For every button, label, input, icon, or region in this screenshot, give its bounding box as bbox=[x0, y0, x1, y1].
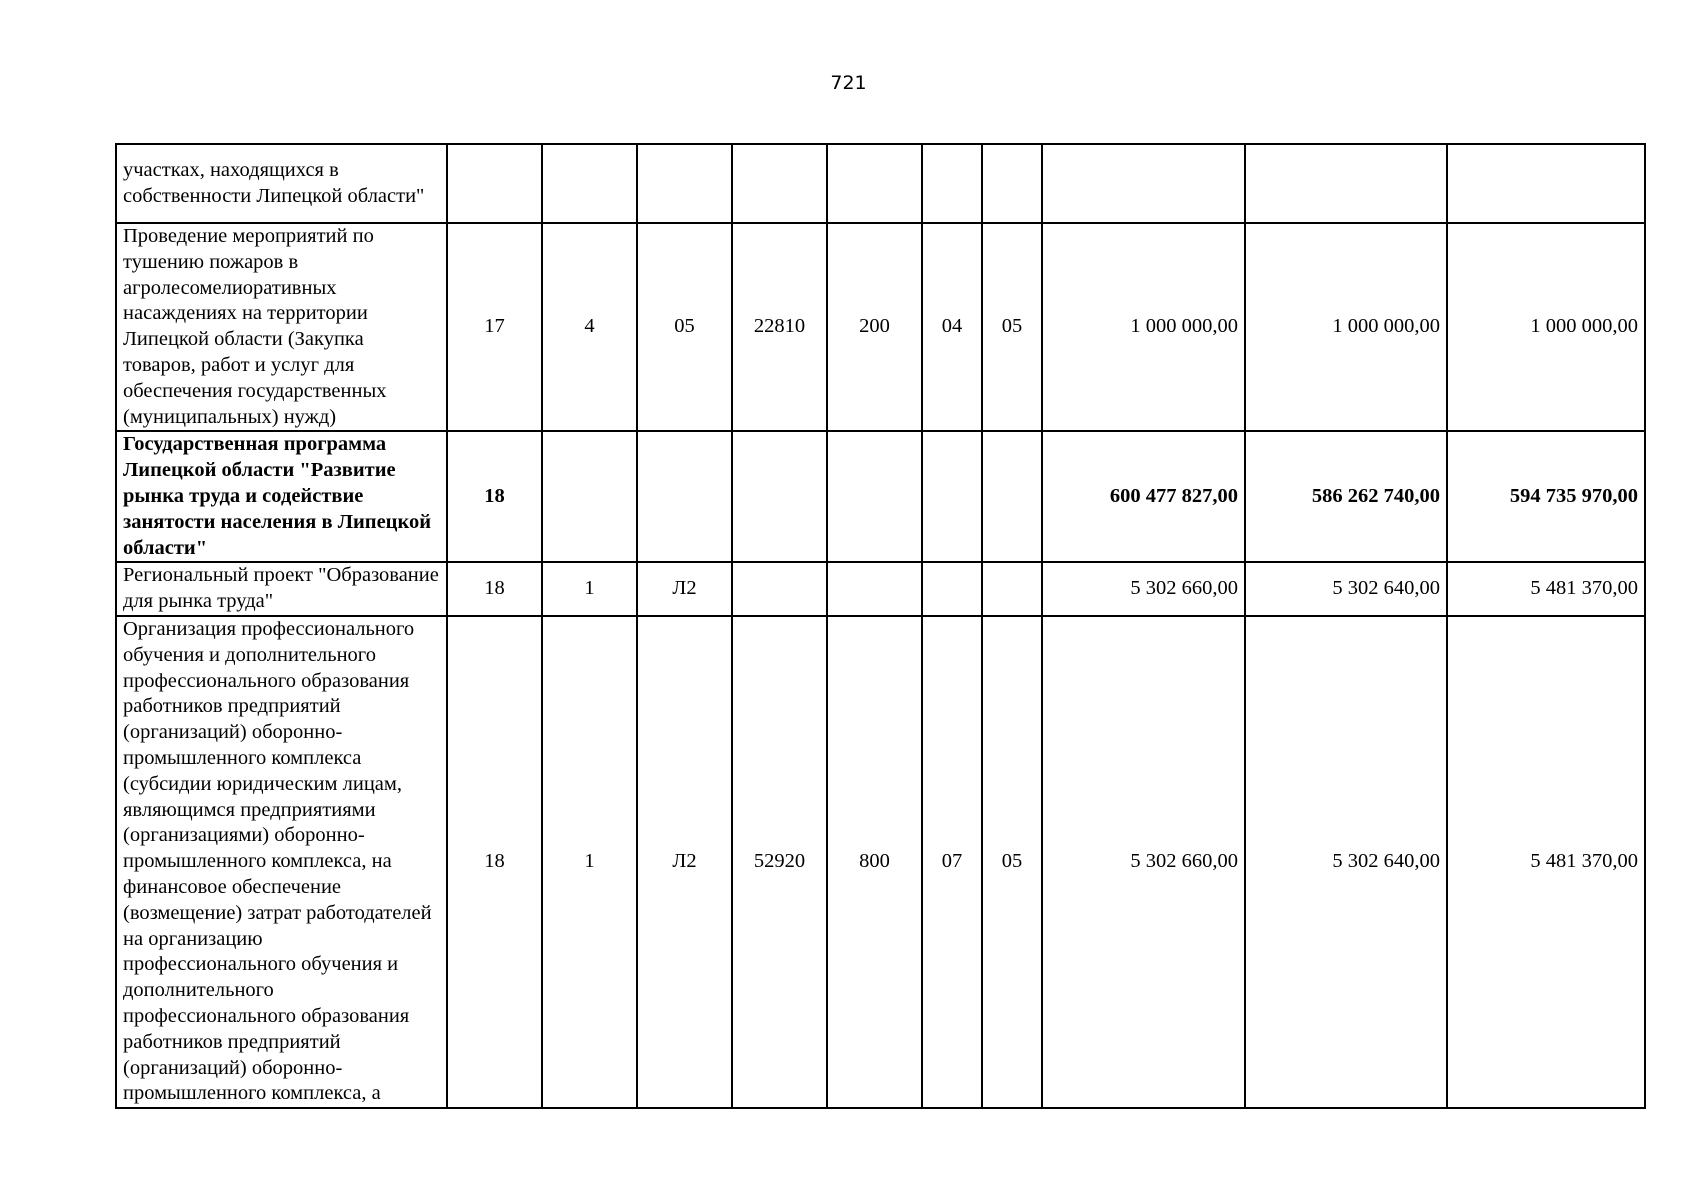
sum-year-1 bbox=[1042, 144, 1245, 223]
budget-table bbox=[115, 143, 1646, 1109]
expense-code: 52920 bbox=[732, 616, 827, 1108]
table-row bbox=[116, 562, 1645, 616]
direction-code bbox=[637, 431, 732, 562]
sum-year-2: 5 302 640,00 bbox=[1245, 616, 1447, 1108]
section-code bbox=[922, 562, 982, 616]
table-row bbox=[116, 616, 1645, 1108]
subprogram-code: 1 bbox=[542, 616, 637, 1108]
direction-code: Л2 bbox=[637, 616, 732, 1108]
kvr-code: 800 bbox=[827, 616, 922, 1108]
row-name: Региональный проект "Образование для рынка труда" bbox=[116, 562, 447, 616]
expense-code bbox=[732, 144, 827, 223]
section-code bbox=[922, 431, 982, 562]
subsection-code: 05 bbox=[982, 616, 1042, 1108]
subprogram-code bbox=[542, 431, 637, 562]
sum-year-3: 5 481 370,00 bbox=[1447, 616, 1645, 1108]
kvr-code: 200 bbox=[827, 223, 922, 431]
subprogram-code bbox=[542, 144, 637, 223]
sum-year-1: 5 302 660,00 bbox=[1042, 616, 1245, 1108]
sum-year-2 bbox=[1245, 144, 1447, 223]
program-code: 18 bbox=[447, 562, 542, 616]
subsection-code bbox=[982, 562, 1042, 616]
sum-year-1: 600 477 827,00 bbox=[1042, 431, 1245, 562]
sum-year-2: 5 302 640,00 bbox=[1245, 562, 1447, 616]
sum-year-1: 1 000 000,00 bbox=[1042, 223, 1245, 431]
sum-year-3: 1 000 000,00 bbox=[1447, 223, 1645, 431]
program-code: 17 bbox=[447, 223, 542, 431]
sum-year-3: 5 481 370,00 bbox=[1447, 562, 1645, 616]
program-code: 18 bbox=[447, 431, 542, 562]
section-code: 07 bbox=[922, 616, 982, 1108]
direction-code: Л2 bbox=[637, 562, 732, 616]
row-name: Проведение мероприятий по тушению пожаров в агролесомелиоративных насаждениях на территории Липецкой области (Закупка товаров, работ и услуг для обеспечения государственных (муниципальных) нужд) bbox=[116, 223, 447, 431]
subsection-code: 05 bbox=[982, 223, 1042, 431]
direction-code: 05 bbox=[637, 223, 732, 431]
sum-year-3: 594 735 970,00 bbox=[1447, 431, 1645, 562]
program-code bbox=[447, 144, 542, 223]
sum-year-2: 1 000 000,00 bbox=[1245, 223, 1447, 431]
section-code bbox=[922, 144, 982, 223]
kvr-code bbox=[827, 562, 922, 616]
subsection-code bbox=[982, 144, 1042, 223]
expense-code bbox=[732, 431, 827, 562]
section-code: 04 bbox=[922, 223, 982, 431]
sum-year-3 bbox=[1447, 144, 1645, 223]
table-row bbox=[116, 431, 1645, 562]
subprogram-code: 1 bbox=[542, 562, 637, 616]
table-row bbox=[116, 144, 1645, 223]
table-row bbox=[116, 223, 1645, 431]
row-name: Организация профессионального обучения и дополнительного профессионального образования работников предприятий (организаций) оборонно-промышленного комплекса (субсидии юридическим лицам, являющимся предприятиями (организациями) оборонно-промышленного комплекса, на финансовое обеспечение (возмещение) затрат работодателей на организацию профессионального обучения и дополнительного профессионального образования работников предприятий (организаций) оборонно-промышленного комплекса, а bbox=[116, 616, 447, 1108]
kvr-code bbox=[827, 431, 922, 562]
program-code: 18 bbox=[447, 616, 542, 1108]
direction-code bbox=[637, 144, 732, 223]
sum-year-2: 586 262 740,00 bbox=[1245, 431, 1447, 562]
row-name: Государственная программа Липецкой области "Развитие рынка труда и содействие занятости населения в Липецкой области" bbox=[116, 431, 447, 562]
expense-code bbox=[732, 562, 827, 616]
subprogram-code: 4 bbox=[542, 223, 637, 431]
page-number: 721 bbox=[830, 72, 867, 94]
row-name: участках, находящихся в собственности Липецкой области" bbox=[116, 144, 447, 223]
sum-year-1: 5 302 660,00 bbox=[1042, 562, 1245, 616]
kvr-code bbox=[827, 144, 922, 223]
subsection-code bbox=[982, 431, 1042, 562]
expense-code: 22810 bbox=[732, 223, 827, 431]
